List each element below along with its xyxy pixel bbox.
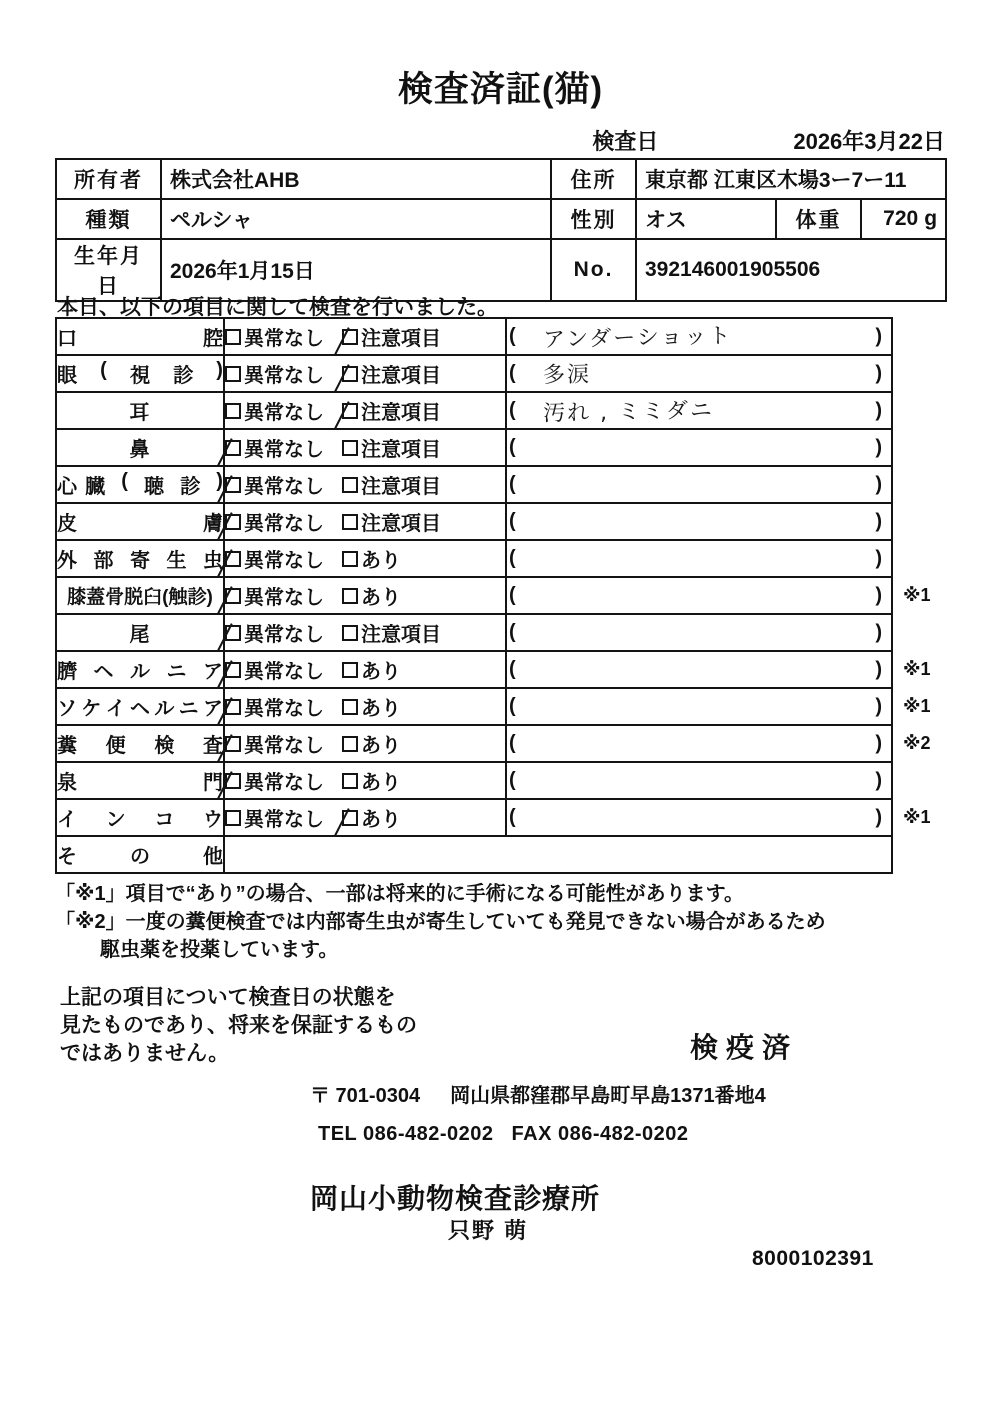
option-label: あり: [361, 809, 401, 831]
checklist-note-cell[interactable]: [506, 799, 892, 836]
option-label: 異常なし: [244, 698, 324, 720]
footnote-1: 「※1」項目で“あり”の場合、一部は将来的に手術になる可能性があります。: [55, 883, 744, 905]
clinic-zip: 〒 701-0304: [310, 1085, 421, 1107]
serial-number: 8000102391: [752, 1247, 874, 1270]
option-label: 注意項目: [361, 328, 441, 350]
checklist-note-cell[interactable]: [506, 503, 892, 540]
option-secondary[interactable]: [342, 470, 441, 499]
checklist-row: [56, 762, 892, 799]
paren-close: ): [875, 584, 882, 606]
exam-date-value: 2026年3月22日: [793, 129, 945, 154]
checklist-row: [56, 355, 892, 392]
quarantine-stamp: 検疫済: [690, 1032, 799, 1063]
checklist-item-label: 耳: [56, 392, 224, 429]
paren-open: (: [509, 584, 516, 606]
option-label: 注意項目: [361, 513, 441, 535]
address-label: 住所: [551, 159, 636, 199]
checklist-note-cell[interactable]: [506, 429, 892, 466]
checklist-row: [56, 577, 892, 614]
checklist-options: [224, 503, 506, 540]
checkbox-icon[interactable]: [342, 551, 358, 567]
checklist-note-cell[interactable]: [506, 466, 892, 503]
footnote-marker: ※1: [903, 696, 931, 716]
checkbox-icon[interactable]: [225, 329, 241, 345]
option-normal[interactable]: [225, 581, 324, 610]
paren-close: ): [875, 695, 882, 717]
checklist-options: [224, 725, 506, 762]
checklist-row: [56, 466, 892, 503]
option-secondary[interactable]: [342, 396, 441, 425]
address-value: 東京都 江東区木場3ー7ー11: [636, 159, 946, 199]
owner-label: 所有者: [56, 159, 161, 199]
checklist-note-cell[interactable]: [506, 355, 892, 392]
checklist-item-label: 尾: [56, 614, 224, 651]
checkbox-checked-icon[interactable]: [342, 366, 358, 382]
checkbox-checked-icon[interactable]: [342, 403, 358, 419]
option-secondary[interactable]: [342, 322, 441, 351]
paren-close: ): [875, 399, 882, 421]
sex-label: 性別: [551, 199, 636, 239]
paren-open: (: [509, 695, 516, 717]
paren-close: ): [875, 806, 882, 828]
option-label: あり: [361, 550, 401, 572]
handwritten-note: 汚れ , ミミダニ: [542, 397, 715, 427]
checklist-row: [56, 799, 892, 836]
checklist-options: [224, 466, 506, 503]
checkbox-icon[interactable]: [342, 625, 358, 641]
option-normal[interactable]: [225, 470, 324, 499]
checklist-row: [56, 503, 892, 540]
disclaimer-line-3: ではありません。: [60, 1042, 230, 1065]
owner-info-table: [55, 158, 947, 302]
checkbox-checked-icon[interactable]: [342, 329, 358, 345]
clinic-address: 岡山県都窪郡早島町早島1371番地4: [450, 1085, 766, 1107]
page-title: 検査済証(猫): [397, 70, 604, 109]
checklist-row: [56, 651, 892, 688]
checklist-note-cell[interactable]: [506, 392, 892, 429]
checkbox-icon[interactable]: [225, 403, 241, 419]
option-label: 異常なし: [244, 476, 324, 498]
checklist-item-label: 外 部 寄 生 虫: [56, 540, 224, 577]
paren-close: ): [875, 658, 882, 680]
breed-label: 種類: [56, 199, 161, 239]
clinic-contact-line: [318, 1123, 689, 1146]
option-normal[interactable]: [225, 544, 324, 573]
option-secondary[interactable]: [342, 618, 441, 647]
paren-close: ): [875, 547, 882, 569]
checkbox-icon[interactable]: [342, 477, 358, 493]
option-label: あり: [361, 661, 401, 683]
option-label: 異常なし: [244, 587, 324, 609]
checklist-note-cell[interactable]: [506, 725, 892, 762]
paren-open: (: [509, 325, 516, 347]
checkbox-icon[interactable]: [342, 514, 358, 530]
option-secondary[interactable]: [342, 803, 401, 832]
exam-date-label: 検査日: [592, 129, 659, 154]
paren-close: ): [875, 621, 882, 643]
checkbox-icon[interactable]: [342, 736, 358, 752]
option-normal[interactable]: [225, 803, 324, 832]
option-normal[interactable]: [225, 618, 324, 647]
checkbox-icon[interactable]: [225, 810, 241, 826]
option-normal[interactable]: [225, 359, 324, 388]
checklist-row: [56, 540, 892, 577]
handwritten-note: 多涙: [542, 361, 592, 388]
option-normal[interactable]: [225, 322, 324, 351]
checkbox-icon[interactable]: [225, 366, 241, 382]
handwritten-note: アンダーショット: [542, 323, 733, 353]
paren-open: (: [509, 658, 516, 680]
option-secondary[interactable]: [342, 359, 441, 388]
checklist-options: [224, 540, 506, 577]
checkbox-icon[interactable]: [342, 588, 358, 604]
checkbox-icon[interactable]: [342, 699, 358, 715]
paren-open: (: [509, 399, 516, 421]
checklist-item-label: 口 腔: [56, 318, 224, 355]
option-label: 異常なし: [244, 735, 324, 757]
checklist-item-label: そ の 他: [56, 836, 224, 873]
option-label: 注意項目: [361, 624, 441, 646]
checklist-row: [56, 688, 892, 725]
option-secondary[interactable]: [342, 766, 401, 795]
checkbox-checked-icon[interactable]: [225, 699, 241, 715]
option-secondary[interactable]: [342, 692, 401, 721]
checkbox-checked-icon[interactable]: [225, 773, 241, 789]
option-label: 異常なし: [244, 402, 324, 424]
checklist-note-cell[interactable]: [506, 577, 892, 614]
checklist-note-cell[interactable]: [506, 688, 892, 725]
checklist-note-cell[interactable]: [506, 614, 892, 651]
disclaimer: [60, 984, 417, 1068]
option-secondary[interactable]: [342, 507, 441, 536]
option-label: 異常なし: [244, 624, 324, 646]
paren-close: ): [875, 473, 882, 495]
checkbox-checked-icon[interactable]: [225, 662, 241, 678]
checkbox-checked-icon[interactable]: [225, 440, 241, 456]
paren-open: (: [509, 436, 516, 458]
examination-checklist-table: [55, 317, 893, 874]
registration-no-value: 392146001905506: [636, 239, 946, 301]
option-label: あり: [361, 772, 401, 794]
option-label: 異常なし: [244, 550, 324, 572]
checklist-note-cell[interactable]: [506, 540, 892, 577]
checkbox-icon[interactable]: [342, 662, 358, 678]
weight-unit: g: [924, 207, 938, 230]
checklist-note-cell[interactable]: [506, 318, 892, 355]
checklist-note-cell[interactable]: [506, 762, 892, 799]
clinic-address-line: [310, 1079, 766, 1108]
paren-open: (: [509, 732, 516, 754]
footnote-marker: ※1: [903, 585, 931, 605]
exam-date-row: [55, 128, 945, 156]
checkbox-icon[interactable]: [342, 440, 358, 456]
footnotes: [55, 880, 955, 964]
clinic-tel: TEL 086-482-0202: [318, 1123, 494, 1145]
intro-text: 本日、以下の項目に関して検査を行いました。: [57, 296, 498, 319]
checkbox-checked-icon[interactable]: [225, 588, 241, 604]
disclaimer-line-2: 見たものであり、将来を保証するもの: [60, 1014, 417, 1037]
checklist-item-label: 臍 ヘ ル ニ ア: [56, 651, 224, 688]
option-normal[interactable]: [225, 692, 324, 721]
checklist-row: [56, 318, 892, 355]
footnote-2: 「※2」一度の糞便検査では内部寄生虫が寄生していても発見できない場合があるため: [55, 911, 826, 933]
option-label: 異常なし: [244, 809, 324, 831]
option-label: あり: [361, 587, 401, 609]
footnote-marker: ※2: [903, 733, 931, 753]
option-label: 注意項目: [361, 365, 441, 387]
checkbox-checked-icon[interactable]: [225, 625, 241, 641]
checklist-item-label: 泉 門: [56, 762, 224, 799]
option-label: 異常なし: [244, 661, 324, 683]
option-normal[interactable]: [225, 655, 324, 684]
table-row: [56, 159, 946, 199]
option-normal[interactable]: [225, 729, 324, 758]
checkbox-checked-icon[interactable]: [225, 477, 241, 493]
option-label: 注意項目: [361, 476, 441, 498]
option-secondary[interactable]: [342, 655, 401, 684]
clinic-fax: FAX 086-482-0202: [511, 1123, 689, 1145]
checklist-item-label: 糞 便 検 査: [56, 725, 224, 762]
option-label: あり: [361, 698, 401, 720]
weight-value-cell: [861, 199, 946, 239]
option-secondary[interactable]: [342, 581, 401, 610]
checklist-row: [56, 614, 892, 651]
sex-value: オス: [636, 199, 776, 239]
disclaimer-line-1: 上記の項目について検査日の状態を: [60, 986, 396, 1009]
registration-no-label: No.: [551, 239, 636, 301]
option-normal[interactable]: [225, 396, 324, 425]
veterinarian-name: 只野 萌: [448, 1218, 529, 1243]
checklist-options: [224, 429, 506, 466]
birthdate-value: 2026年1月15日: [161, 239, 551, 301]
checklist-item-label: 鼻: [56, 429, 224, 466]
checkbox-checked-icon[interactable]: [225, 514, 241, 530]
checklist-item-label: 眼 ( 視 診 ): [56, 355, 224, 392]
option-label: あり: [361, 735, 401, 757]
checklist-row: [56, 429, 892, 466]
clinic-name: 岡山小動物検査診療所: [310, 1183, 601, 1214]
owner-value: 株式会社AHB: [161, 159, 551, 199]
option-secondary[interactable]: [342, 433, 441, 462]
option-secondary[interactable]: [342, 729, 401, 758]
other-notes-field[interactable]: [224, 836, 892, 873]
paren-open: (: [509, 769, 516, 791]
paren-open: (: [509, 621, 516, 643]
checkbox-checked-icon[interactable]: [225, 551, 241, 567]
paren-open: (: [509, 510, 516, 532]
checklist-item-label: 心 臓 ( 聴 診 ): [56, 466, 224, 503]
option-label: 異常なし: [244, 772, 324, 794]
option-normal[interactable]: [225, 766, 324, 795]
option-label: 注意項目: [361, 402, 441, 424]
option-secondary[interactable]: [342, 544, 401, 573]
checklist-item-label: 皮 膚: [56, 503, 224, 540]
option-label: 異常なし: [244, 439, 324, 461]
checkbox-icon[interactable]: [342, 773, 358, 789]
option-label: 注意項目: [361, 439, 441, 461]
birthdate-label: 生年月日: [56, 239, 161, 301]
checkbox-checked-icon[interactable]: [342, 810, 358, 826]
paren-open: (: [509, 547, 516, 569]
checklist-options: [224, 392, 506, 429]
checklist-options: [224, 762, 506, 799]
paren-open: (: [509, 806, 516, 828]
checkbox-checked-icon[interactable]: [225, 736, 241, 752]
checklist-options: [224, 577, 506, 614]
footnote-2-continued: 駆虫薬を投薬しています。: [100, 939, 339, 961]
checklist-options: [224, 688, 506, 725]
option-normal[interactable]: [225, 433, 324, 462]
option-normal[interactable]: [225, 507, 324, 536]
option-label: 異常なし: [244, 513, 324, 535]
checklist-item-label: ソ ケ イ ヘ ル ニ ア: [56, 688, 224, 725]
footnote-marker: ※1: [903, 659, 931, 679]
paren-open: (: [509, 362, 516, 384]
table-row: [56, 199, 946, 239]
weight-value: 720: [883, 207, 919, 230]
checklist-options: [224, 318, 506, 355]
checklist-options: [224, 651, 506, 688]
paren-close: ): [875, 732, 882, 754]
breed-value: ペルシャ: [161, 199, 551, 239]
checklist-row: [56, 725, 892, 762]
checklist-options: [224, 799, 506, 836]
checklist-row: [56, 392, 892, 429]
checklist-options: [224, 355, 506, 392]
weight-label: 体重: [776, 199, 861, 239]
paren-close: ): [875, 769, 882, 791]
paren-close: ): [875, 362, 882, 384]
option-label: 異常なし: [244, 328, 324, 350]
footnote-marker: ※1: [903, 807, 931, 827]
checklist-item-label: 膝蓋骨脱臼(触診): [56, 577, 224, 614]
checklist-item-label: イ ン コ ウ: [56, 799, 224, 836]
paren-open: (: [509, 473, 516, 495]
option-label: 異常なし: [244, 365, 324, 387]
paren-close: ): [875, 325, 882, 347]
checklist-note-cell[interactable]: [506, 651, 892, 688]
paren-close: ): [875, 436, 882, 458]
paren-close: ): [875, 510, 882, 532]
checklist-row: [56, 836, 892, 873]
checklist-options: [224, 614, 506, 651]
